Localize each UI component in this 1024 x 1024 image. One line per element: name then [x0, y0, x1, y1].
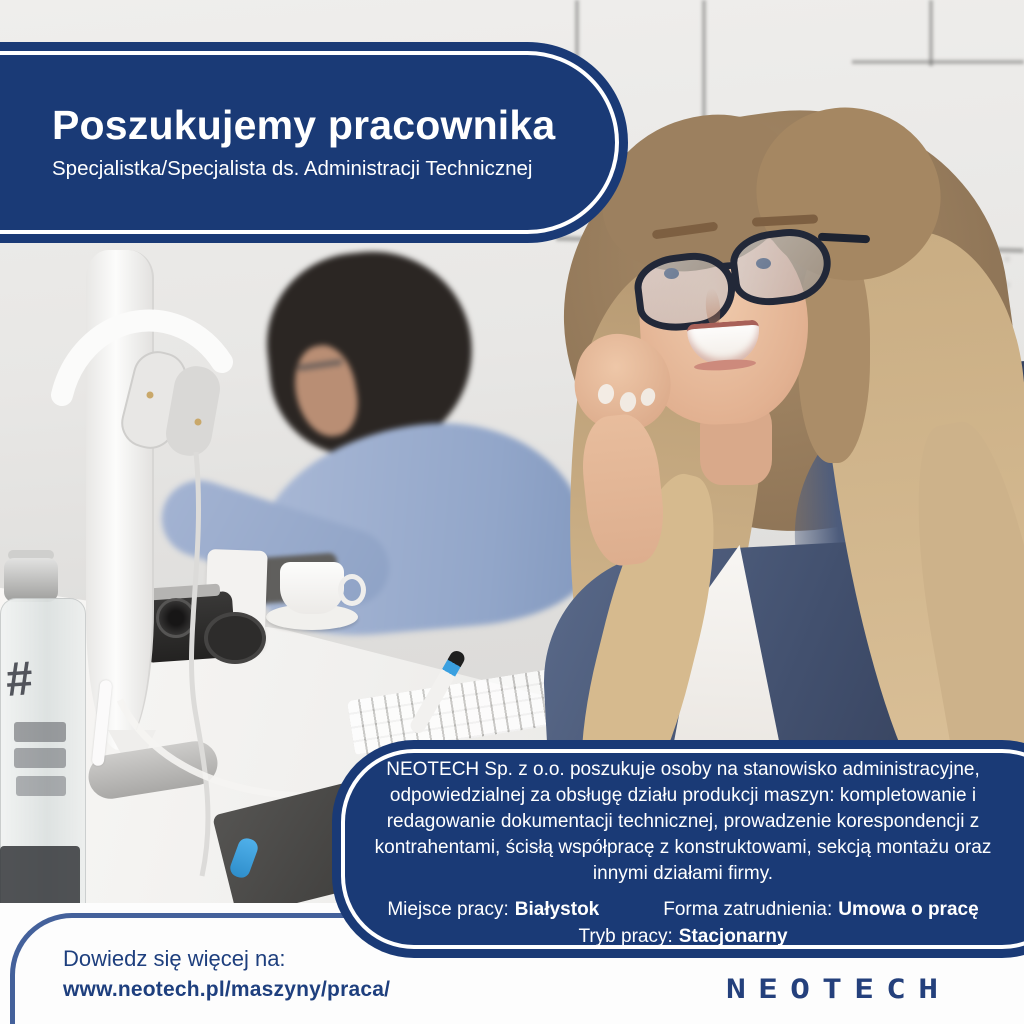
- footer-info: [63, 946, 390, 1002]
- job-title-box: [0, 42, 628, 243]
- website-url[interactable]: www.neotech.pl/maszyny/praca/: [63, 978, 391, 1001]
- bottle-label-text: [14, 748, 66, 768]
- meta-value: Umowa o pracę: [838, 899, 979, 920]
- bottle-hashtag-text: #: [4, 652, 35, 707]
- meta-value: Białystok: [514, 899, 600, 920]
- bottle-dark-band: [0, 846, 80, 910]
- meta-label: Forma zatrudnienia:: [663, 899, 833, 920]
- eyeglasses-temple: [818, 233, 870, 244]
- bottle-label-text: [14, 722, 66, 742]
- bottle-cap: [4, 558, 58, 602]
- page-title: Poszukujemy pracownika: [52, 102, 556, 149]
- job-meta-row: [368, 896, 998, 923]
- camera-lens: [204, 612, 266, 664]
- camera-lens: [156, 598, 196, 638]
- job-details-box: [332, 740, 1024, 958]
- coffee-cup-handle: [338, 574, 366, 606]
- job-position-subtitle: Specjalistka/Specjalista ds. Administracji Technicznej: [52, 156, 533, 180]
- meta-work-mode: [578, 923, 787, 950]
- meta-employment-form: [663, 896, 978, 923]
- neotech-logo: NEOTECH: [726, 974, 951, 1005]
- meta-workplace: [387, 896, 599, 923]
- meta-value: Stacjonarny: [678, 926, 788, 947]
- meta-label: Miejsce pracy:: [387, 899, 509, 920]
- coffee-cup: [280, 562, 344, 614]
- monitor-back: [86, 250, 154, 750]
- footer-more-label: Dowiedz się więcej na:: [63, 946, 286, 971]
- meta-label: Tryb pracy:: [578, 926, 673, 947]
- bottle-label-text: [16, 776, 66, 796]
- job-meta-row-2: [368, 923, 998, 950]
- job-description: NEOTECH Sp. z o.o. poszukuje osoby na stanowisko administracyjne, odpowiedzialnej za obsługę działu produkcji maszyn: kompletowanie i redagowanie dokumentacji technicznej, prowadzenie korespondencji z kontrahentami, ścisłą współpracę z konstruktowami, sekcją montażu oraz innymi działami firmy.: [374, 759, 992, 884]
